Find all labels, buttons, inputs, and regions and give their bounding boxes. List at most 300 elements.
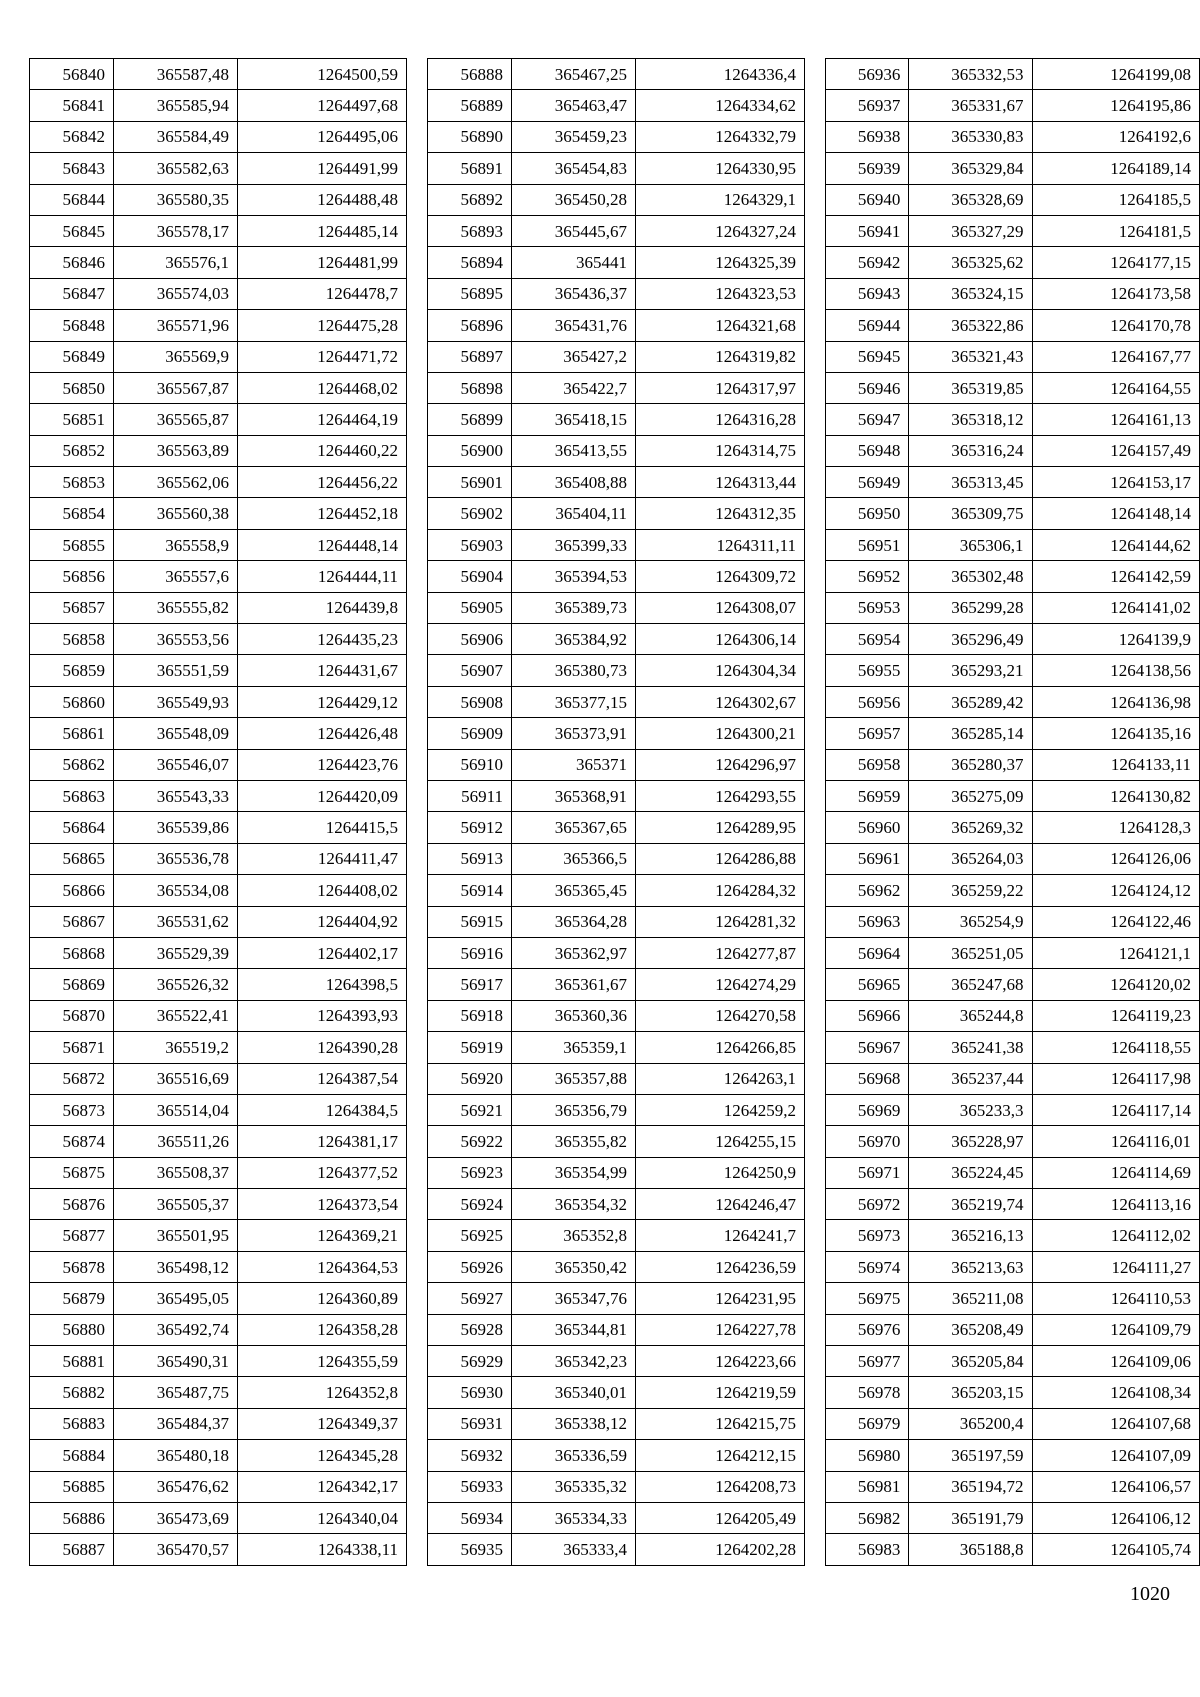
point-id-cell: 56842: [30, 121, 114, 152]
x-coordinate-cell: 365529,39: [114, 937, 238, 968]
y-coordinate-cell: 1264293,55: [636, 780, 805, 811]
table-row: [30, 184, 407, 215]
table-row: [30, 341, 407, 372]
x-coordinate-cell: 365352,8: [512, 1220, 636, 1251]
point-id-cell: 56841: [30, 90, 114, 121]
y-coordinate-cell: 1264330,95: [636, 153, 805, 184]
table-row: [30, 1534, 407, 1565]
x-coordinate-cell: 365562,06: [114, 467, 238, 498]
point-id-cell: 56886: [30, 1502, 114, 1533]
y-coordinate-cell: 1264404,92: [238, 906, 407, 937]
point-id-cell: 56982: [826, 1502, 909, 1533]
table-row: [428, 749, 805, 780]
point-id-cell: 56859: [30, 655, 114, 686]
x-coordinate-cell: 365557,6: [114, 561, 238, 592]
table-row: [826, 1000, 1200, 1031]
x-coordinate-cell: 365574,03: [114, 278, 238, 309]
point-id-cell: 56873: [30, 1094, 114, 1125]
point-id-cell: 56981: [826, 1471, 909, 1502]
table-row: [428, 247, 805, 278]
y-coordinate-cell: 1264429,12: [238, 686, 407, 717]
table-row: [30, 937, 407, 968]
table-row: [30, 59, 407, 90]
table-row: [30, 1126, 407, 1157]
table-row: [826, 498, 1200, 529]
x-coordinate-cell: 365422,7: [512, 372, 636, 403]
point-id-cell: 56918: [428, 1000, 512, 1031]
point-id-cell: 56840: [30, 59, 114, 90]
y-coordinate-cell: 1264431,67: [238, 655, 407, 686]
y-coordinate-cell: 1264306,14: [636, 624, 805, 655]
y-coordinate-cell: 1264111,27: [1032, 1251, 1199, 1282]
x-coordinate-cell: 365356,79: [512, 1094, 636, 1125]
x-coordinate-cell: 365418,15: [512, 404, 636, 435]
x-coordinate-cell: 365366,5: [512, 843, 636, 874]
table-row: [428, 1063, 805, 1094]
y-coordinate-cell: 1264398,5: [238, 969, 407, 1000]
x-coordinate-cell: 365543,33: [114, 780, 238, 811]
x-coordinate-cell: 365516,69: [114, 1063, 238, 1094]
y-coordinate-cell: 1264112,02: [1032, 1220, 1199, 1251]
y-coordinate-cell: 1264181,5: [1032, 215, 1199, 246]
y-coordinate-cell: 1264423,76: [238, 749, 407, 780]
point-id-cell: 56913: [428, 843, 512, 874]
point-id-cell: 56884: [30, 1440, 114, 1471]
point-id-cell: 56849: [30, 341, 114, 372]
x-coordinate-cell: 365324,15: [909, 278, 1032, 309]
y-coordinate-cell: 1264139,9: [1032, 624, 1199, 655]
table-row: [826, 372, 1200, 403]
table-row: [30, 1094, 407, 1125]
y-coordinate-cell: 1264364,53: [238, 1251, 407, 1282]
point-id-cell: 56863: [30, 780, 114, 811]
y-coordinate-cell: 1264304,34: [636, 655, 805, 686]
table-row: [826, 812, 1200, 843]
y-coordinate-cell: 1264250,9: [636, 1157, 805, 1188]
y-coordinate-cell: 1264452,18: [238, 498, 407, 529]
y-coordinate-cell: 1264199,08: [1032, 59, 1199, 90]
y-coordinate-cell: 1264208,73: [636, 1471, 805, 1502]
y-coordinate-cell: 1264122,46: [1032, 906, 1199, 937]
table-row: [428, 1157, 805, 1188]
x-coordinate-cell: 365264,03: [909, 843, 1032, 874]
x-coordinate-cell: 365373,91: [512, 718, 636, 749]
table-row: [826, 1283, 1200, 1314]
x-coordinate-cell: 365354,32: [512, 1189, 636, 1220]
x-coordinate-cell: 365389,73: [512, 592, 636, 623]
table-row: [826, 655, 1200, 686]
y-coordinate-cell: 1264488,48: [238, 184, 407, 215]
point-id-cell: 56882: [30, 1377, 114, 1408]
point-id-cell: 56973: [826, 1220, 909, 1251]
y-coordinate-cell: 1264121,1: [1032, 937, 1199, 968]
y-coordinate-cell: 1264138,56: [1032, 655, 1199, 686]
y-coordinate-cell: 1264126,06: [1032, 843, 1199, 874]
point-id-cell: 56853: [30, 467, 114, 498]
y-coordinate-cell: 1264411,47: [238, 843, 407, 874]
y-coordinate-cell: 1264355,59: [238, 1346, 407, 1377]
y-coordinate-cell: 1264215,75: [636, 1408, 805, 1439]
y-coordinate-cell: 1264312,35: [636, 498, 805, 529]
y-coordinate-cell: 1264185,5: [1032, 184, 1199, 215]
point-id-cell: 56960: [826, 812, 909, 843]
y-coordinate-cell: 1264313,44: [636, 467, 805, 498]
y-coordinate-cell: 1264475,28: [238, 310, 407, 341]
table-row: [30, 592, 407, 623]
table-row: [428, 1126, 805, 1157]
table-row: [30, 1189, 407, 1220]
x-coordinate-cell: 365197,59: [909, 1440, 1032, 1471]
x-coordinate-cell: 365484,37: [114, 1408, 238, 1439]
table-row: [826, 184, 1200, 215]
point-id-cell: 56974: [826, 1251, 909, 1282]
table-row: [428, 1189, 805, 1220]
x-coordinate-cell: 365296,49: [909, 624, 1032, 655]
point-id-cell: 56894: [428, 247, 512, 278]
y-coordinate-cell: 1264448,14: [238, 529, 407, 560]
table-row: [428, 1346, 805, 1377]
table-row: [428, 1471, 805, 1502]
x-coordinate-cell: 365470,57: [114, 1534, 238, 1565]
table-row: [826, 969, 1200, 1000]
point-id-cell: 56881: [30, 1346, 114, 1377]
y-coordinate-cell: 1264495,06: [238, 121, 407, 152]
x-coordinate-cell: 365332,53: [909, 59, 1032, 90]
y-coordinate-cell: 1264327,24: [636, 215, 805, 246]
point-id-cell: 56957: [826, 718, 909, 749]
table-row: [30, 1032, 407, 1063]
table-row: [826, 529, 1200, 560]
table-row: [428, 718, 805, 749]
table-row: [826, 1251, 1200, 1282]
x-coordinate-cell: 365293,21: [909, 655, 1032, 686]
y-coordinate-cell: 1264358,28: [238, 1314, 407, 1345]
table-row: [826, 404, 1200, 435]
table-row: [30, 498, 407, 529]
x-coordinate-cell: 365208,49: [909, 1314, 1032, 1345]
x-coordinate-cell: 365526,32: [114, 969, 238, 1000]
y-coordinate-cell: 1264227,78: [636, 1314, 805, 1345]
point-id-cell: 56940: [826, 184, 909, 215]
point-id-cell: 56932: [428, 1440, 512, 1471]
point-id-cell: 56906: [428, 624, 512, 655]
point-id-cell: 56885: [30, 1471, 114, 1502]
y-coordinate-cell: 1264340,04: [238, 1502, 407, 1533]
y-coordinate-cell: 1264336,4: [636, 59, 805, 90]
table-row: [826, 1314, 1200, 1345]
point-id-cell: 56887: [30, 1534, 114, 1565]
x-coordinate-cell: 365480,18: [114, 1440, 238, 1471]
table-row: [30, 655, 407, 686]
table-row: [428, 812, 805, 843]
x-coordinate-cell: 365237,44: [909, 1063, 1032, 1094]
y-coordinate-cell: 1264144,62: [1032, 529, 1199, 560]
table-row: [30, 1471, 407, 1502]
table-row: [826, 247, 1200, 278]
table-row: [30, 906, 407, 937]
x-coordinate-cell: 365327,29: [909, 215, 1032, 246]
y-coordinate-cell: 1264426,48: [238, 718, 407, 749]
table-row: [30, 780, 407, 811]
point-id-cell: 56925: [428, 1220, 512, 1251]
x-coordinate-cell: 365233,3: [909, 1094, 1032, 1125]
x-coordinate-cell: 365191,79: [909, 1502, 1032, 1533]
y-coordinate-cell: 1264177,15: [1032, 247, 1199, 278]
y-coordinate-cell: 1264381,17: [238, 1126, 407, 1157]
y-coordinate-cell: 1264311,11: [636, 529, 805, 560]
x-coordinate-cell: 365445,67: [512, 215, 636, 246]
y-coordinate-cell: 1264352,8: [238, 1377, 407, 1408]
point-id-cell: 56860: [30, 686, 114, 717]
x-coordinate-cell: 365553,56: [114, 624, 238, 655]
x-coordinate-cell: 365467,25: [512, 59, 636, 90]
table-row: [428, 1534, 805, 1565]
point-id-cell: 56934: [428, 1502, 512, 1533]
x-coordinate-cell: 365578,17: [114, 215, 238, 246]
table-row: [30, 875, 407, 906]
x-coordinate-cell: 365333,4: [512, 1534, 636, 1565]
y-coordinate-cell: 1264106,57: [1032, 1471, 1199, 1502]
x-coordinate-cell: 365492,74: [114, 1314, 238, 1345]
point-id-cell: 56875: [30, 1157, 114, 1188]
y-coordinate-cell: 1264314,75: [636, 435, 805, 466]
x-coordinate-cell: 365269,32: [909, 812, 1032, 843]
point-id-cell: 56955: [826, 655, 909, 686]
point-id-cell: 56936: [826, 59, 909, 90]
table-row: [30, 1251, 407, 1282]
table-row: [826, 278, 1200, 309]
point-id-cell: 56914: [428, 875, 512, 906]
table-row: [826, 686, 1200, 717]
y-coordinate-cell: 1264128,3: [1032, 812, 1199, 843]
y-coordinate-cell: 1264205,49: [636, 1502, 805, 1533]
y-coordinate-cell: 1264116,01: [1032, 1126, 1199, 1157]
table-row: [826, 121, 1200, 152]
y-coordinate-cell: 1264136,98: [1032, 686, 1199, 717]
y-coordinate-cell: 1264274,29: [636, 969, 805, 1000]
x-coordinate-cell: 365384,92: [512, 624, 636, 655]
x-coordinate-cell: 365361,67: [512, 969, 636, 1000]
table-row: [428, 435, 805, 466]
y-coordinate-cell: 1264170,78: [1032, 310, 1199, 341]
y-coordinate-cell: 1264415,5: [238, 812, 407, 843]
table-row: [428, 90, 805, 121]
x-coordinate-cell: 365377,15: [512, 686, 636, 717]
table-row: [826, 561, 1200, 592]
y-coordinate-cell: 1264471,72: [238, 341, 407, 372]
table-row: [826, 1220, 1200, 1251]
y-coordinate-cell: 1264107,09: [1032, 1440, 1199, 1471]
point-id-cell: 56874: [30, 1126, 114, 1157]
table-row: [30, 310, 407, 341]
y-coordinate-cell: 1264223,66: [636, 1346, 805, 1377]
x-coordinate-cell: 365549,93: [114, 686, 238, 717]
y-coordinate-cell: 1264110,53: [1032, 1283, 1199, 1314]
point-id-cell: 56900: [428, 435, 512, 466]
y-coordinate-cell: 1264286,88: [636, 843, 805, 874]
point-id-cell: 56851: [30, 404, 114, 435]
x-coordinate-cell: 365408,88: [512, 467, 636, 498]
table-row: [428, 1408, 805, 1439]
table-row: [30, 121, 407, 152]
table-row: [826, 310, 1200, 341]
x-coordinate-cell: 365322,86: [909, 310, 1032, 341]
table-row: [428, 937, 805, 968]
x-coordinate-cell: 365244,8: [909, 1000, 1032, 1031]
x-coordinate-cell: 365188,8: [909, 1534, 1032, 1565]
x-coordinate-cell: 365247,68: [909, 969, 1032, 1000]
point-id-cell: 56850: [30, 372, 114, 403]
x-coordinate-cell: 365309,75: [909, 498, 1032, 529]
point-id-cell: 56927: [428, 1283, 512, 1314]
table-row: [30, 1063, 407, 1094]
y-coordinate-cell: 1264325,39: [636, 247, 805, 278]
point-id-cell: 56890: [428, 121, 512, 152]
table-row: [30, 718, 407, 749]
x-coordinate-cell: 365368,91: [512, 780, 636, 811]
x-coordinate-cell: 365342,23: [512, 1346, 636, 1377]
point-id-cell: 56880: [30, 1314, 114, 1345]
y-coordinate-cell: 1264329,1: [636, 184, 805, 215]
y-coordinate-cell: 1264161,13: [1032, 404, 1199, 435]
x-coordinate-cell: 365454,83: [512, 153, 636, 184]
x-coordinate-cell: 365459,23: [512, 121, 636, 152]
x-coordinate-cell: 365427,2: [512, 341, 636, 372]
point-id-cell: 56930: [428, 1377, 512, 1408]
point-id-cell: 56929: [428, 1346, 512, 1377]
x-coordinate-cell: 365536,78: [114, 843, 238, 874]
x-coordinate-cell: 365219,74: [909, 1189, 1032, 1220]
y-coordinate-cell: 1264500,59: [238, 59, 407, 90]
table-row: [428, 529, 805, 560]
table-row: [826, 341, 1200, 372]
table-row: [826, 624, 1200, 655]
table-row: [30, 1502, 407, 1533]
point-id-cell: 56871: [30, 1032, 114, 1063]
point-id-cell: 56865: [30, 843, 114, 874]
x-coordinate-cell: 365413,55: [512, 435, 636, 466]
point-id-cell: 56895: [428, 278, 512, 309]
point-id-cell: 56892: [428, 184, 512, 215]
table-row: [30, 1157, 407, 1188]
page-number: 1020: [1130, 1583, 1170, 1605]
coordinate-table-3: [825, 58, 1200, 1566]
table-row: [30, 278, 407, 309]
y-coordinate-cell: 1264300,21: [636, 718, 805, 749]
y-coordinate-cell: 1264497,68: [238, 90, 407, 121]
x-coordinate-cell: 365476,62: [114, 1471, 238, 1502]
x-coordinate-cell: 365487,75: [114, 1377, 238, 1408]
point-id-cell: 56924: [428, 1189, 512, 1220]
x-coordinate-cell: 365299,28: [909, 592, 1032, 623]
point-id-cell: 56978: [826, 1377, 909, 1408]
y-coordinate-cell: 1264321,68: [636, 310, 805, 341]
y-coordinate-cell: 1264319,82: [636, 341, 805, 372]
table-row: [428, 1220, 805, 1251]
x-coordinate-cell: 365431,76: [512, 310, 636, 341]
point-id-cell: 56870: [30, 1000, 114, 1031]
point-id-cell: 56921: [428, 1094, 512, 1125]
table-row: [826, 1440, 1200, 1471]
x-coordinate-cell: 365302,48: [909, 561, 1032, 592]
table-row: [30, 843, 407, 874]
point-id-cell: 56877: [30, 1220, 114, 1251]
table-row: [826, 90, 1200, 121]
table-row: [428, 278, 805, 309]
x-coordinate-cell: 365450,28: [512, 184, 636, 215]
y-coordinate-cell: 1264460,22: [238, 435, 407, 466]
point-id-cell: 56917: [428, 969, 512, 1000]
point-id-cell: 56968: [826, 1063, 909, 1094]
point-id-cell: 56943: [826, 278, 909, 309]
table-row: [826, 1471, 1200, 1502]
x-coordinate-cell: 365563,89: [114, 435, 238, 466]
point-id-cell: 56883: [30, 1408, 114, 1439]
table-row: [30, 1440, 407, 1471]
y-coordinate-cell: 1264369,21: [238, 1220, 407, 1251]
y-coordinate-cell: 1264289,95: [636, 812, 805, 843]
table-row: [826, 215, 1200, 246]
y-coordinate-cell: 1264157,49: [1032, 435, 1199, 466]
table-row: [826, 153, 1200, 184]
x-coordinate-cell: 365285,14: [909, 718, 1032, 749]
point-id-cell: 56910: [428, 749, 512, 780]
point-id-cell: 56888: [428, 59, 512, 90]
x-coordinate-cell: 365194,72: [909, 1471, 1032, 1502]
table-row: [30, 529, 407, 560]
table-row: [428, 655, 805, 686]
point-id-cell: 56901: [428, 467, 512, 498]
x-coordinate-cell: 365318,12: [909, 404, 1032, 435]
x-coordinate-cell: 365325,62: [909, 247, 1032, 278]
point-id-cell: 56956: [826, 686, 909, 717]
y-coordinate-cell: 1264491,99: [238, 153, 407, 184]
y-coordinate-cell: 1264118,55: [1032, 1032, 1199, 1063]
y-coordinate-cell: 1264117,98: [1032, 1063, 1199, 1094]
x-coordinate-cell: 365565,87: [114, 404, 238, 435]
x-coordinate-cell: 365340,01: [512, 1377, 636, 1408]
x-coordinate-cell: 365329,84: [909, 153, 1032, 184]
x-coordinate-cell: 365334,33: [512, 1502, 636, 1533]
x-coordinate-cell: 365560,38: [114, 498, 238, 529]
point-id-cell: 56961: [826, 843, 909, 874]
y-coordinate-cell: 1264124,12: [1032, 875, 1199, 906]
x-coordinate-cell: 365569,9: [114, 341, 238, 372]
table-row: [428, 561, 805, 592]
point-id-cell: 56868: [30, 937, 114, 968]
x-coordinate-cell: 365316,24: [909, 435, 1032, 466]
point-id-cell: 56970: [826, 1126, 909, 1157]
point-id-cell: 56846: [30, 247, 114, 278]
y-coordinate-cell: 1264439,8: [238, 592, 407, 623]
y-coordinate-cell: 1264420,09: [238, 780, 407, 811]
x-coordinate-cell: 365289,42: [909, 686, 1032, 717]
table-row: [826, 1189, 1200, 1220]
y-coordinate-cell: 1264135,16: [1032, 718, 1199, 749]
x-coordinate-cell: 365558,9: [114, 529, 238, 560]
point-id-cell: 56928: [428, 1314, 512, 1345]
y-coordinate-cell: 1264393,93: [238, 1000, 407, 1031]
point-id-cell: 56965: [826, 969, 909, 1000]
point-id-cell: 56904: [428, 561, 512, 592]
y-coordinate-cell: 1264317,97: [636, 372, 805, 403]
y-coordinate-cell: 1264464,19: [238, 404, 407, 435]
x-coordinate-cell: 365365,45: [512, 875, 636, 906]
y-coordinate-cell: 1264114,69: [1032, 1157, 1199, 1188]
x-coordinate-cell: 365213,63: [909, 1251, 1032, 1282]
table-row: [826, 875, 1200, 906]
y-coordinate-cell: 1264259,2: [636, 1094, 805, 1125]
